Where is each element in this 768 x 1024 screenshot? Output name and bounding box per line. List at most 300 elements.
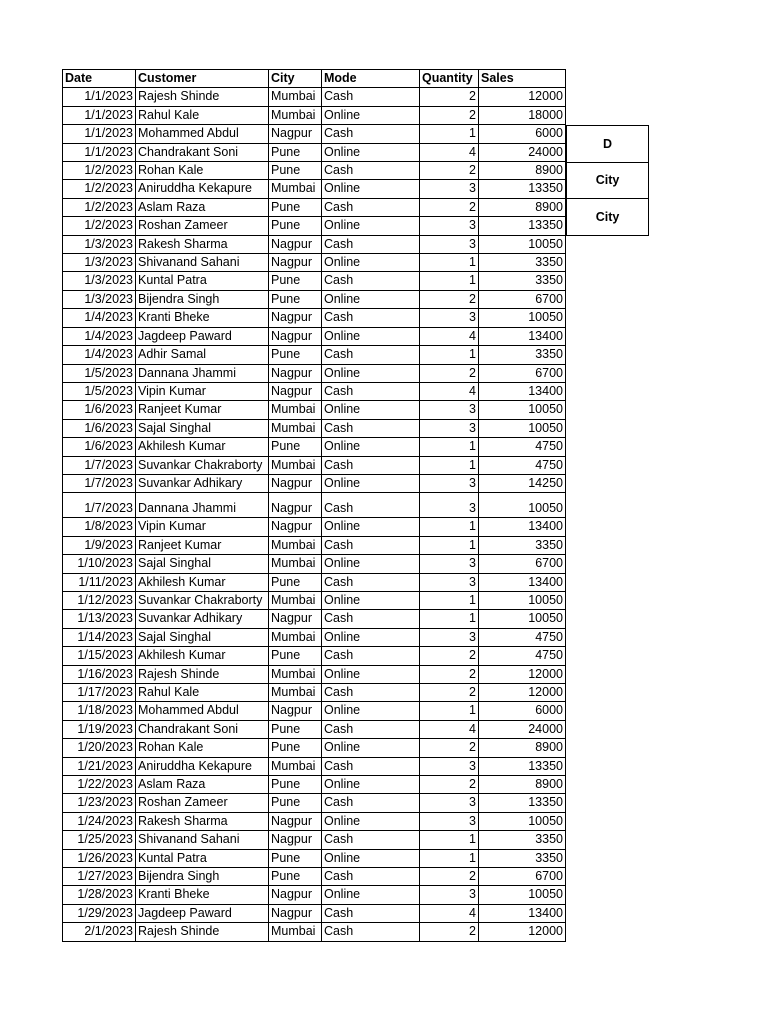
cell-customer[interactable]: Suvankar Adhikary	[136, 610, 269, 628]
cell-quantity[interactable]: 3	[420, 419, 479, 437]
cell-mode[interactable]: Online	[322, 591, 420, 609]
cell-sales[interactable]: 24000	[479, 143, 566, 161]
table-row	[63, 518, 566, 536]
cell-quantity[interactable]: 1	[420, 702, 479, 720]
cell-sales[interactable]: 8900	[479, 739, 566, 757]
cell-date[interactable]: 1/22/2023	[63, 776, 136, 794]
cell-date[interactable]: 1/3/2023	[63, 254, 136, 272]
cell-quantity[interactable]: 3	[420, 628, 479, 646]
cell-mode[interactable]: Online	[322, 665, 420, 683]
table-row	[63, 831, 566, 849]
cell-date[interactable]: 1/4/2023	[63, 309, 136, 327]
cell-date[interactable]: 1/6/2023	[63, 438, 136, 456]
cell-sales[interactable]: 6000	[479, 125, 566, 143]
cell-customer[interactable]: Vipin Kumar	[136, 518, 269, 536]
cell-quantity[interactable]: 2	[420, 923, 479, 941]
cell-city[interactable]: Mumbai	[269, 88, 322, 106]
cell-city[interactable]: Mumbai	[269, 456, 322, 474]
cell-customer[interactable]: Roshan Zameer	[136, 217, 269, 235]
cell-customer[interactable]: Rohan Kale	[136, 739, 269, 757]
cell-mode[interactable]: Cash	[322, 684, 420, 702]
table-row	[63, 143, 566, 161]
cell-city[interactable]: Pune	[269, 217, 322, 235]
cell-city[interactable]: Mumbai	[269, 536, 322, 554]
cell-mode[interactable]: Cash	[322, 923, 420, 941]
cell-mode[interactable]: Online	[322, 776, 420, 794]
cell-sales[interactable]: 4750	[479, 438, 566, 456]
cell-city[interactable]: Pune	[269, 739, 322, 757]
cell-sales[interactable]: 4750	[479, 456, 566, 474]
cell-date[interactable]: 1/17/2023	[63, 684, 136, 702]
cell-sales[interactable]: 8900	[479, 776, 566, 794]
cell-mode[interactable]: Online	[322, 106, 420, 124]
table-row	[63, 849, 566, 867]
cell-date[interactable]: 1/25/2023	[63, 831, 136, 849]
cell-date[interactable]: 1/10/2023	[63, 555, 136, 573]
col-header-quantity[interactable]: Quantity	[420, 70, 479, 88]
cell-quantity[interactable]: 2	[420, 364, 479, 382]
cell-customer[interactable]: Rakesh Sharma	[136, 235, 269, 253]
cell-customer[interactable]: Aniruddha Kekapure	[136, 180, 269, 198]
cell-quantity[interactable]: 4	[420, 904, 479, 922]
cell-quantity[interactable]: 3	[420, 794, 479, 812]
cell-city[interactable]: Pune	[269, 573, 322, 591]
cell-customer[interactable]: Shivanand Sahani	[136, 254, 269, 272]
cell-sales[interactable]: 12000	[479, 665, 566, 683]
cell-customer[interactable]: Dannana Jhammi	[136, 493, 269, 518]
cell-customer[interactable]: Chandrakant Soni	[136, 143, 269, 161]
cell-city[interactable]: Nagpur	[269, 886, 322, 904]
cell-quantity[interactable]: 3	[420, 309, 479, 327]
cell-date[interactable]: 1/16/2023	[63, 665, 136, 683]
cell-sales[interactable]: 10050	[479, 591, 566, 609]
cell-city[interactable]: Pune	[269, 647, 322, 665]
cell-customer[interactable]: Roshan Zameer	[136, 794, 269, 812]
cell-mode[interactable]: Cash	[322, 536, 420, 554]
cell-city[interactable]: Pune	[269, 290, 322, 308]
side-cell-d[interactable]: D	[567, 126, 649, 163]
cell-customer[interactable]: Kranti Bheke	[136, 886, 269, 904]
cell-city[interactable]: Pune	[269, 346, 322, 364]
cell-city[interactable]: Nagpur	[269, 382, 322, 400]
cell-quantity[interactable]: 3	[420, 886, 479, 904]
cell-city[interactable]: Pune	[269, 776, 322, 794]
cell-sales[interactable]: 13400	[479, 904, 566, 922]
cell-quantity[interactable]: 1	[420, 272, 479, 290]
cell-quantity[interactable]: 1	[420, 438, 479, 456]
cell-quantity[interactable]: 2	[420, 162, 479, 180]
cell-mode[interactable]: Cash	[322, 493, 420, 518]
header-row	[63, 70, 566, 88]
cell-quantity[interactable]: 1	[420, 591, 479, 609]
cell-customer[interactable]: Aslam Raza	[136, 198, 269, 216]
cell-date[interactable]: 1/9/2023	[63, 536, 136, 554]
col-header-city[interactable]: City	[269, 70, 322, 88]
table-row	[63, 217, 566, 235]
cell-quantity[interactable]: 2	[420, 647, 479, 665]
cell-city[interactable]: Nagpur	[269, 904, 322, 922]
cell-sales[interactable]: 13400	[479, 518, 566, 536]
cell-mode[interactable]: Online	[322, 327, 420, 345]
cell-customer[interactable]: Rajesh Shinde	[136, 923, 269, 941]
cell-date[interactable]: 1/20/2023	[63, 739, 136, 757]
table-row	[63, 272, 566, 290]
cell-sales[interactable]: 6700	[479, 364, 566, 382]
col-header-date[interactable]: Date	[63, 70, 136, 88]
cell-date[interactable]: 1/19/2023	[63, 720, 136, 738]
cell-city[interactable]: Mumbai	[269, 555, 322, 573]
cell-sales[interactable]: 3350	[479, 272, 566, 290]
cell-city[interactable]: Pune	[269, 162, 322, 180]
cell-sales[interactable]: 10050	[479, 493, 566, 518]
cell-customer[interactable]: Chandrakant Soni	[136, 720, 269, 738]
cell-city[interactable]: Nagpur	[269, 518, 322, 536]
cell-mode[interactable]: Online	[322, 555, 420, 573]
cell-date[interactable]: 1/18/2023	[63, 702, 136, 720]
cell-mode[interactable]: Cash	[322, 573, 420, 591]
cell-quantity[interactable]: 1	[420, 849, 479, 867]
cell-mode[interactable]: Cash	[322, 610, 420, 628]
cell-sales[interactable]: 13400	[479, 327, 566, 345]
cell-sales[interactable]: 13400	[479, 573, 566, 591]
cell-sales[interactable]: 4750	[479, 628, 566, 646]
cell-city[interactable]: Mumbai	[269, 665, 322, 683]
table-row	[63, 198, 566, 216]
cell-city[interactable]: Nagpur	[269, 831, 322, 849]
cell-city[interactable]: Nagpur	[269, 364, 322, 382]
cell-quantity[interactable]: 2	[420, 665, 479, 683]
cell-mode[interactable]: Online	[322, 739, 420, 757]
table-row	[63, 106, 566, 124]
cell-customer[interactable]: Rahul Kale	[136, 684, 269, 702]
cell-city[interactable]: Pune	[269, 438, 322, 456]
cell-customer[interactable]: Sajal Singhal	[136, 628, 269, 646]
cell-customer[interactable]: Suvankar Chakraborty	[136, 456, 269, 474]
cell-date[interactable]: 1/29/2023	[63, 904, 136, 922]
cell-date[interactable]: 1/2/2023	[63, 162, 136, 180]
cell-city[interactable]: Mumbai	[269, 923, 322, 941]
cell-mode[interactable]: Cash	[322, 125, 420, 143]
table-row	[63, 591, 566, 609]
cell-mode[interactable]: Cash	[322, 235, 420, 253]
cell-mode[interactable]: Cash	[322, 309, 420, 327]
cell-date[interactable]: 1/3/2023	[63, 290, 136, 308]
cell-date[interactable]: 1/14/2023	[63, 628, 136, 646]
cell-customer[interactable]: Rahul Kale	[136, 106, 269, 124]
cell-date[interactable]: 1/26/2023	[63, 849, 136, 867]
cell-city[interactable]: Pune	[269, 794, 322, 812]
cell-date[interactable]: 1/7/2023	[63, 456, 136, 474]
cell-customer[interactable]: Mohammed Abdul	[136, 702, 269, 720]
cell-date[interactable]: 1/2/2023	[63, 198, 136, 216]
cell-date[interactable]: 1/6/2023	[63, 401, 136, 419]
cell-quantity[interactable]: 2	[420, 198, 479, 216]
cell-quantity[interactable]: 1	[420, 536, 479, 554]
cell-customer[interactable]: Rajesh Shinde	[136, 88, 269, 106]
side-cell-city-1[interactable]: City	[567, 162, 649, 199]
cell-sales[interactable]: 10050	[479, 812, 566, 830]
cell-mode[interactable]: Online	[322, 438, 420, 456]
cell-quantity[interactable]: 1	[420, 610, 479, 628]
cell-city[interactable]: Nagpur	[269, 327, 322, 345]
cell-quantity[interactable]: 4	[420, 327, 479, 345]
cell-city[interactable]: Pune	[269, 272, 322, 290]
cell-mode[interactable]: Online	[322, 217, 420, 235]
cell-sales[interactable]: 10050	[479, 886, 566, 904]
cell-sales[interactable]: 13400	[479, 382, 566, 400]
cell-date[interactable]: 1/24/2023	[63, 812, 136, 830]
cell-customer[interactable]: Ranjeet Kumar	[136, 401, 269, 419]
cell-mode[interactable]: Online	[322, 290, 420, 308]
cell-date[interactable]: 1/1/2023	[63, 125, 136, 143]
cell-quantity[interactable]: 3	[420, 573, 479, 591]
cell-customer[interactable]: Suvankar Adhikary	[136, 474, 269, 492]
cell-city[interactable]: Nagpur	[269, 610, 322, 628]
side-cell-city-2[interactable]: City	[567, 199, 649, 236]
cell-sales[interactable]: 8900	[479, 162, 566, 180]
cell-city[interactable]: Nagpur	[269, 812, 322, 830]
cell-sales[interactable]: 12000	[479, 684, 566, 702]
cell-date[interactable]: 1/21/2023	[63, 757, 136, 775]
cell-mode[interactable]: Cash	[322, 757, 420, 775]
cell-customer[interactable]: Bijendra Singh	[136, 868, 269, 886]
table-row	[63, 346, 566, 364]
cell-customer[interactable]: Kranti Bheke	[136, 309, 269, 327]
cell-mode[interactable]: Online	[322, 180, 420, 198]
cell-date[interactable]: 2/1/2023	[63, 923, 136, 941]
cell-quantity[interactable]: 2	[420, 776, 479, 794]
cell-customer[interactable]: Akhilesh Kumar	[136, 647, 269, 665]
table-row	[63, 401, 566, 419]
cell-date[interactable]: 1/7/2023	[63, 474, 136, 492]
cell-city[interactable]: Pune	[269, 143, 322, 161]
col-header-sales[interactable]: Sales	[479, 70, 566, 88]
cell-sales[interactable]: 10050	[479, 419, 566, 437]
cell-city[interactable]: Nagpur	[269, 702, 322, 720]
cell-mode[interactable]: Online	[322, 886, 420, 904]
cell-date[interactable]: 1/3/2023	[63, 272, 136, 290]
cell-customer[interactable]: Suvankar Chakraborty	[136, 591, 269, 609]
cell-customer[interactable]: Jagdeep Paward	[136, 904, 269, 922]
cell-quantity[interactable]: 1	[420, 831, 479, 849]
cell-quantity[interactable]: 3	[420, 217, 479, 235]
cell-city[interactable]: Nagpur	[269, 493, 322, 518]
cell-mode[interactable]: Cash	[322, 88, 420, 106]
cell-sales[interactable]: 13350	[479, 180, 566, 198]
cell-date[interactable]: 1/28/2023	[63, 886, 136, 904]
cell-sales[interactable]: 14250	[479, 474, 566, 492]
cell-sales[interactable]: 6000	[479, 702, 566, 720]
cell-sales[interactable]: 3350	[479, 831, 566, 849]
cell-quantity[interactable]: 1	[420, 518, 479, 536]
cell-sales[interactable]: 6700	[479, 290, 566, 308]
cell-date[interactable]: 1/15/2023	[63, 647, 136, 665]
cell-mode[interactable]: Cash	[322, 346, 420, 364]
cell-sales[interactable]: 3350	[479, 849, 566, 867]
cell-city[interactable]: Mumbai	[269, 591, 322, 609]
cell-mode[interactable]: Online	[322, 364, 420, 382]
cell-quantity[interactable]: 2	[420, 739, 479, 757]
cell-date[interactable]: 1/3/2023	[63, 235, 136, 253]
cell-quantity[interactable]: 1	[420, 456, 479, 474]
cell-mode[interactable]: Cash	[322, 456, 420, 474]
cell-date[interactable]: 1/5/2023	[63, 364, 136, 382]
cell-customer[interactable]: Mohammed Abdul	[136, 125, 269, 143]
cell-mode[interactable]: Cash	[322, 904, 420, 922]
cell-sales[interactable]: 10050	[479, 610, 566, 628]
cell-date[interactable]: 1/2/2023	[63, 217, 136, 235]
cell-mode[interactable]: Cash	[322, 272, 420, 290]
cell-mode[interactable]: Online	[322, 702, 420, 720]
cell-sales[interactable]: 13350	[479, 217, 566, 235]
cell-date[interactable]: 1/4/2023	[63, 346, 136, 364]
cell-sales[interactable]: 12000	[479, 923, 566, 941]
cell-mode[interactable]: Cash	[322, 198, 420, 216]
cell-customer[interactable]: Akhilesh Kumar	[136, 573, 269, 591]
cell-mode[interactable]: Cash	[322, 647, 420, 665]
cell-customer[interactable]: Dannana Jhammi	[136, 364, 269, 382]
table-row	[63, 162, 566, 180]
cell-customer[interactable]: Rakesh Sharma	[136, 812, 269, 830]
cell-customer[interactable]: Kuntal Patra	[136, 849, 269, 867]
cell-sales[interactable]: 8900	[479, 198, 566, 216]
cell-mode[interactable]: Online	[322, 474, 420, 492]
cell-sales[interactable]: 6700	[479, 868, 566, 886]
cell-date[interactable]: 1/23/2023	[63, 794, 136, 812]
cell-sales[interactable]: 6700	[479, 555, 566, 573]
cell-quantity[interactable]: 3	[420, 474, 479, 492]
cell-date[interactable]: 1/13/2023	[63, 610, 136, 628]
cell-quantity[interactable]: 3	[420, 493, 479, 518]
cell-city[interactable]: Mumbai	[269, 684, 322, 702]
cell-quantity[interactable]: 3	[420, 180, 479, 198]
cell-city[interactable]: Mumbai	[269, 180, 322, 198]
cell-sales[interactable]: 10050	[479, 235, 566, 253]
cell-mode[interactable]: Online	[322, 849, 420, 867]
cell-quantity[interactable]: 4	[420, 143, 479, 161]
cell-customer[interactable]: Adhir Samal	[136, 346, 269, 364]
cell-date[interactable]: 1/1/2023	[63, 143, 136, 161]
cell-city[interactable]: Pune	[269, 198, 322, 216]
cell-mode[interactable]: Cash	[322, 794, 420, 812]
cell-mode[interactable]: Online	[322, 401, 420, 419]
cell-date[interactable]: 1/1/2023	[63, 106, 136, 124]
cell-mode[interactable]: Online	[322, 628, 420, 646]
table-row	[63, 628, 566, 646]
cell-city[interactable]: Pune	[269, 849, 322, 867]
col-header-mode[interactable]: Mode	[322, 70, 420, 88]
cell-sales[interactable]: 24000	[479, 720, 566, 738]
cell-quantity[interactable]: 2	[420, 106, 479, 124]
cell-sales[interactable]: 12000	[479, 88, 566, 106]
cell-mode[interactable]: Cash	[322, 419, 420, 437]
cell-city[interactable]: Nagpur	[269, 125, 322, 143]
cell-sales[interactable]: 4750	[479, 647, 566, 665]
cell-quantity[interactable]: 2	[420, 290, 479, 308]
cell-mode[interactable]: Online	[322, 518, 420, 536]
cell-date[interactable]: 1/6/2023	[63, 419, 136, 437]
cell-city[interactable]: Nagpur	[269, 235, 322, 253]
cell-sales[interactable]: 13350	[479, 794, 566, 812]
cell-quantity[interactable]: 3	[420, 555, 479, 573]
cell-mode[interactable]: Cash	[322, 831, 420, 849]
cell-customer[interactable]: Kuntal Patra	[136, 272, 269, 290]
cell-quantity[interactable]: 2	[420, 88, 479, 106]
cell-quantity[interactable]: 3	[420, 401, 479, 419]
cell-quantity[interactable]: 4	[420, 720, 479, 738]
cell-date[interactable]: 1/11/2023	[63, 573, 136, 591]
cell-quantity[interactable]: 3	[420, 235, 479, 253]
cell-mode[interactable]: Online	[322, 143, 420, 161]
cell-quantity[interactable]: 2	[420, 868, 479, 886]
cell-date[interactable]: 1/8/2023	[63, 518, 136, 536]
cell-date[interactable]: 1/2/2023	[63, 180, 136, 198]
cell-sales[interactable]: 18000	[479, 106, 566, 124]
cell-date[interactable]: 1/7/2023	[63, 493, 136, 518]
cell-mode[interactable]: Online	[322, 812, 420, 830]
cell-customer[interactable]: Rohan Kale	[136, 162, 269, 180]
cell-date[interactable]: 1/27/2023	[63, 868, 136, 886]
cell-customer[interactable]: Rajesh Shinde	[136, 665, 269, 683]
cell-customer[interactable]: Sajal Singhal	[136, 555, 269, 573]
cell-quantity[interactable]: 1	[420, 254, 479, 272]
cell-sales[interactable]: 10050	[479, 401, 566, 419]
cell-mode[interactable]: Cash	[322, 382, 420, 400]
cell-sales[interactable]: 10050	[479, 309, 566, 327]
cell-quantity[interactable]: 1	[420, 346, 479, 364]
col-header-customer[interactable]: Customer	[136, 70, 269, 88]
cell-date[interactable]: 1/1/2023	[63, 88, 136, 106]
cell-city[interactable]: Nagpur	[269, 474, 322, 492]
cell-customer[interactable]: Aniruddha Kekapure	[136, 757, 269, 775]
cell-customer[interactable]: Shivanand Sahani	[136, 831, 269, 849]
cell-sales[interactable]: 3350	[479, 254, 566, 272]
cell-quantity[interactable]: 1	[420, 125, 479, 143]
cell-city[interactable]: Mumbai	[269, 106, 322, 124]
cell-customer[interactable]: Ranjeet Kumar	[136, 536, 269, 554]
cell-quantity[interactable]: 4	[420, 382, 479, 400]
cell-city[interactable]: Mumbai	[269, 419, 322, 437]
cell-city[interactable]: Nagpur	[269, 309, 322, 327]
cell-customer[interactable]: Vipin Kumar	[136, 382, 269, 400]
cell-mode[interactable]: Cash	[322, 162, 420, 180]
cell-sales[interactable]: 13350	[479, 757, 566, 775]
cell-mode[interactable]: Cash	[322, 720, 420, 738]
cell-city[interactable]: Mumbai	[269, 401, 322, 419]
cell-quantity[interactable]: 3	[420, 812, 479, 830]
cell-quantity[interactable]: 3	[420, 757, 479, 775]
cell-customer[interactable]: Bijendra Singh	[136, 290, 269, 308]
cell-city[interactable]: Mumbai	[269, 757, 322, 775]
cell-city[interactable]: Pune	[269, 868, 322, 886]
cell-quantity[interactable]: 2	[420, 684, 479, 702]
cell-customer[interactable]: Akhilesh Kumar	[136, 438, 269, 456]
cell-date[interactable]: 1/12/2023	[63, 591, 136, 609]
cell-mode[interactable]: Online	[322, 254, 420, 272]
cell-city[interactable]: Mumbai	[269, 628, 322, 646]
cell-customer[interactable]: Sajal Singhal	[136, 419, 269, 437]
cell-city[interactable]: Nagpur	[269, 254, 322, 272]
cell-customer[interactable]: Aslam Raza	[136, 776, 269, 794]
cell-customer[interactable]: Jagdeep Paward	[136, 327, 269, 345]
table-row	[63, 88, 566, 106]
cell-city[interactable]: Pune	[269, 720, 322, 738]
cell-sales[interactable]: 3350	[479, 346, 566, 364]
cell-date[interactable]: 1/5/2023	[63, 382, 136, 400]
cell-mode[interactable]: Cash	[322, 868, 420, 886]
cell-date[interactable]: 1/4/2023	[63, 327, 136, 345]
cell-sales[interactable]: 3350	[479, 536, 566, 554]
